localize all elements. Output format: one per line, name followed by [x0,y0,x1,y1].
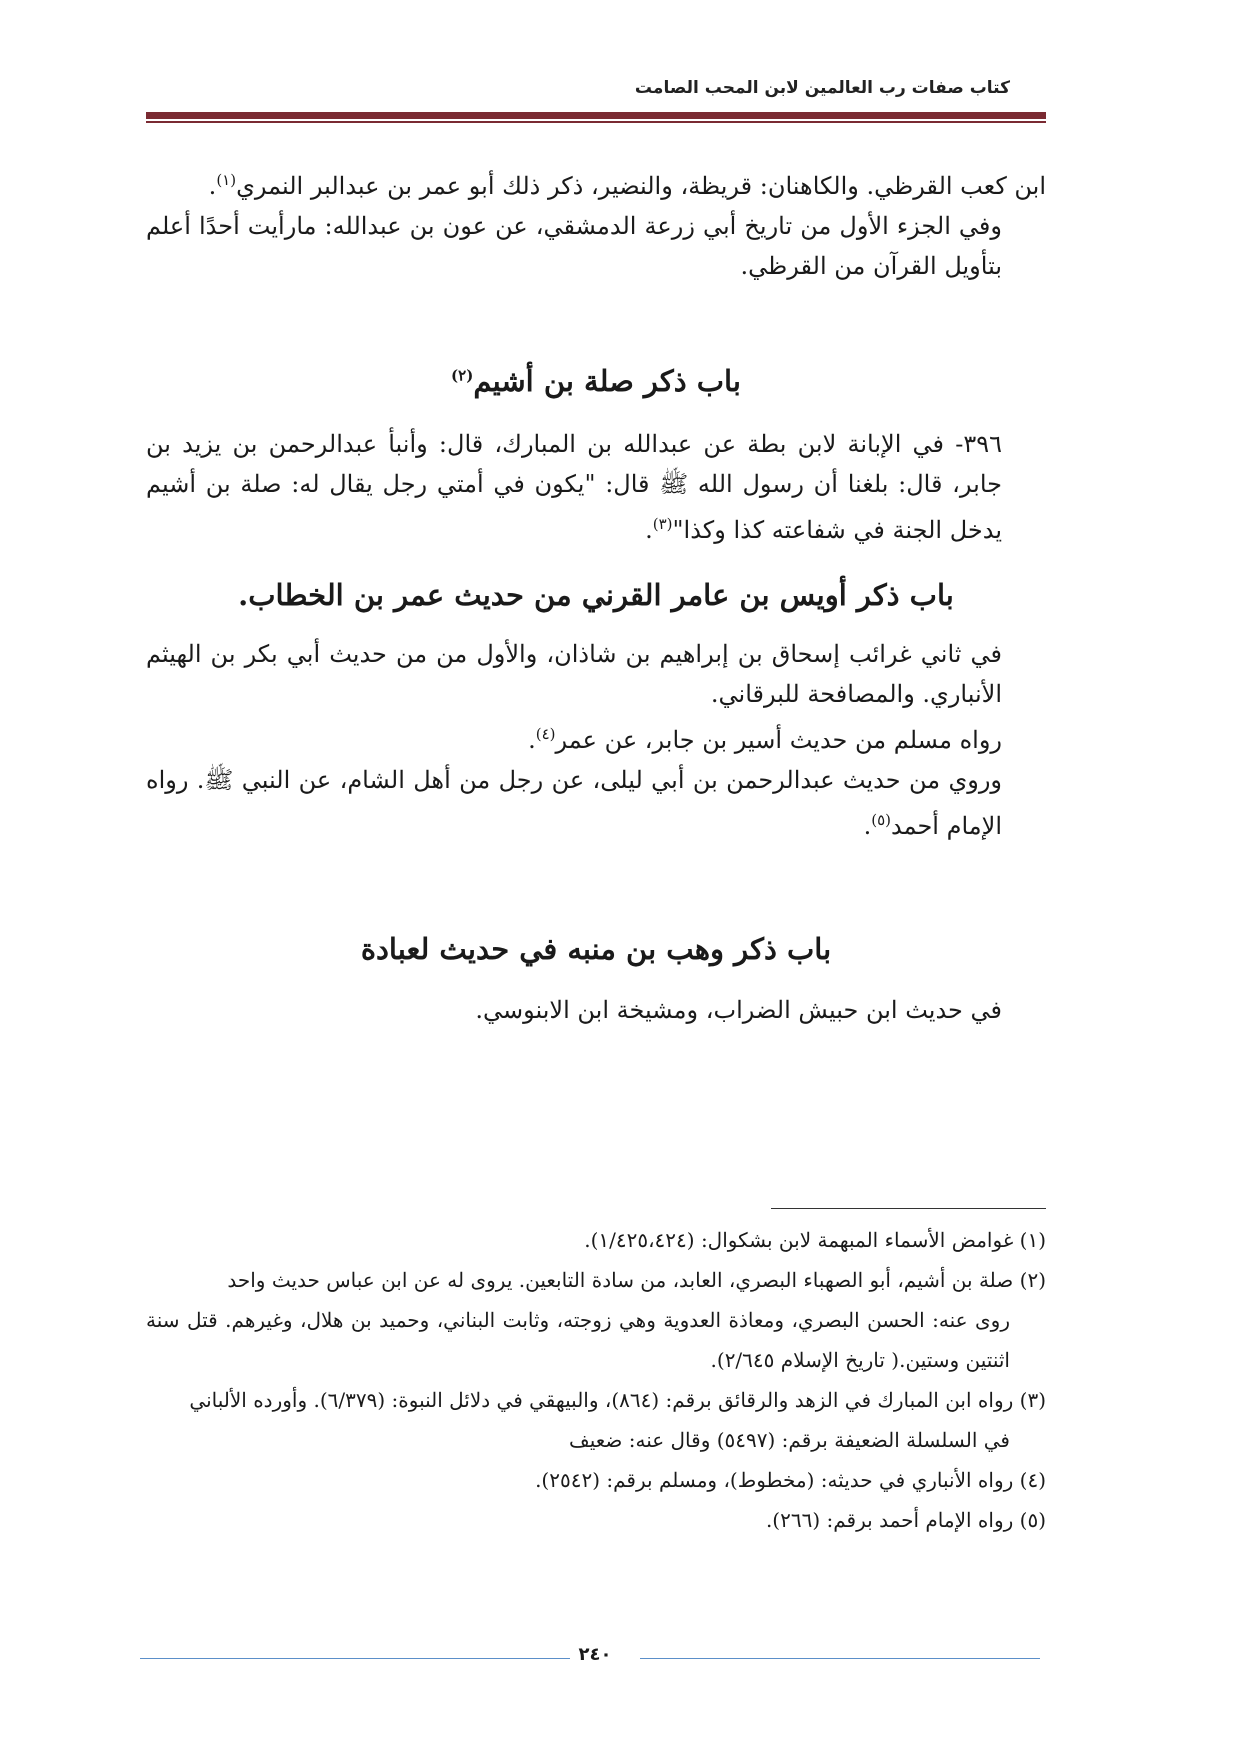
paragraph: في ثاني غرائب إسحاق بن إبراهيم بن شاذان، والأول من من حديث أبي بكر بن الهيثم الأنباري. والمصافحة للبرقاني. [146,640,1002,708]
section-heading: باب ذكر وهب بن منبه في حديث لعبادة [360,932,832,966]
paragraph: رواه مسلم من حديث أسير بن جابر، عن عمر$^{(٤)}$. [528,725,1002,754]
paragraph-text: ابن كعب القرظي. والكاهنان: قريظة، والنضير، ذكر ذلك أبو عمر بن عبدالبر النمري [236,172,1046,200]
footer-rule-right [640,1658,1040,1659]
footnote-ref[interactable]: (٢) [451,366,474,385]
section-wahb [146,990,1046,1030]
paragraph: وفي الجزء الأول من تاريخ أبي زرعة الدمشقي، عن عون بن عبدالله: مارأيت أحدًا أعلم بتأويل القرآن من القرظي. [146,212,1002,280]
footnote: (٤) رواه الأنباري في حديثه: (مخطوط)، ومسلم برقم: (٢٥٤٢). [535,1468,1046,1492]
footnote-separator [771,1208,1046,1209]
footnote: (١) غوامض الأسماء المبهمة لابن بشكوال: (١/٤٢٥،٤٢٤). [584,1228,1046,1252]
page-number: ٢٤٠ [578,1644,612,1665]
paragraph: ٣٩٦- في الإبانة لابن بطة عن عبدالله بن المبارك، قال: وأنبأ عبدالرحمن بن يزيد بن جابر، قال: بلغنا أن رسول الله ﷺ قال: "يكون في أمتي رجل يقال له: صلة بن أشيم يدخل الجنة في شفاعته كذا وكذا"$^{(٣)}$. [146,430,1002,544]
section-heading [146,364,1046,398]
footnote-ref[interactable]: (٥) [871,811,891,829]
header-rule-thick [146,112,1046,119]
section-heading: باب ذكر أويس بن عامر القرني من حديث عمر بن الخطاب. [238,578,954,612]
footnote: (٣) رواه ابن المبارك في الزهد والرقائق برقم: (٨٦٤)، والبيهقي في دلائل النبوة: (٦/٣٧٩). وأورده الألباني [189,1388,1046,1412]
heading-text: باب ذكر صلة بن أشيم [473,364,741,398]
paragraph-text: ٣٩٦- في الإبانة لابن بطة عن عبدالله بن المبارك، قال: وأنبأ عبدالرحمن بن يزيد بن جابر، قال: بلغنا أن رسول الله ﷺ قال: "يكون في أمتي رجل يقال له: صلة بن أشيم يدخل الجنة في شفاعته كذا وكذا" [146,430,1002,544]
footnotes [146,1220,1046,1540]
footnote: (٥) رواه الإمام أحمد برقم: (٢٦٦). [765,1508,1046,1532]
paragraph-text: رواه مسلم من حديث أسير بن جابر، عن عمر [555,726,1002,754]
header-rule-thin [146,121,1046,123]
footnote-ref[interactable]: (٣) [652,515,673,533]
section-uways [146,634,1046,846]
running-header: كتاب صفات رب العالمين لابن المحب الصامت [634,78,1010,98]
footnote-ref[interactable]: (١) [216,171,237,189]
footnote-continuation: في السلسلة الضعيفة برقم: (٥٤٩٧) وقال عنه: ضعيف [569,1428,1010,1452]
paragraph: ابن كعب القرظي. والكاهنان: قريظة، والنضير، ذكر ذلك أبو عمر بن عبدالبر النمري$^{(١)}$. [208,171,1046,200]
section-hadith [146,424,1046,550]
section-intro [146,160,1046,286]
paragraph-text: وروي من حديث عبدالرحمن بن أبي ليلى، عن رجل من أهل الشام، عن النبي ﷺ. رواه الإمام أحمد [146,766,1002,840]
paragraph: وروي من حديث عبدالرحمن بن أبي ليلى، عن رجل من أهل الشام، عن النبي ﷺ. رواه الإمام أحمد$^{(٥)}$. [146,766,1002,840]
paragraph: في حديث ابن حبيش الضراب، ومشيخة ابن الابنوسي. [475,996,1002,1024]
footnote-ref[interactable]: (٤) [535,725,556,743]
footnote: (٢) صلة بن أشيم، أبو الصهباء البصري، العابد، من سادة التابعين. يروى له عن ابن عباس حديث واحد [227,1268,1046,1292]
footer-rule-left [140,1658,570,1659]
footnote-continuation: روى عنه: الحسن البصري، ومعاذة العدوية وهي زوجته، وثابت البناني، وحميد بن هلال، وغيرهم. قتل سنة اثنتين وستين.( تاريخ الإسلام ٢/٦٤٥). [146,1308,1010,1372]
